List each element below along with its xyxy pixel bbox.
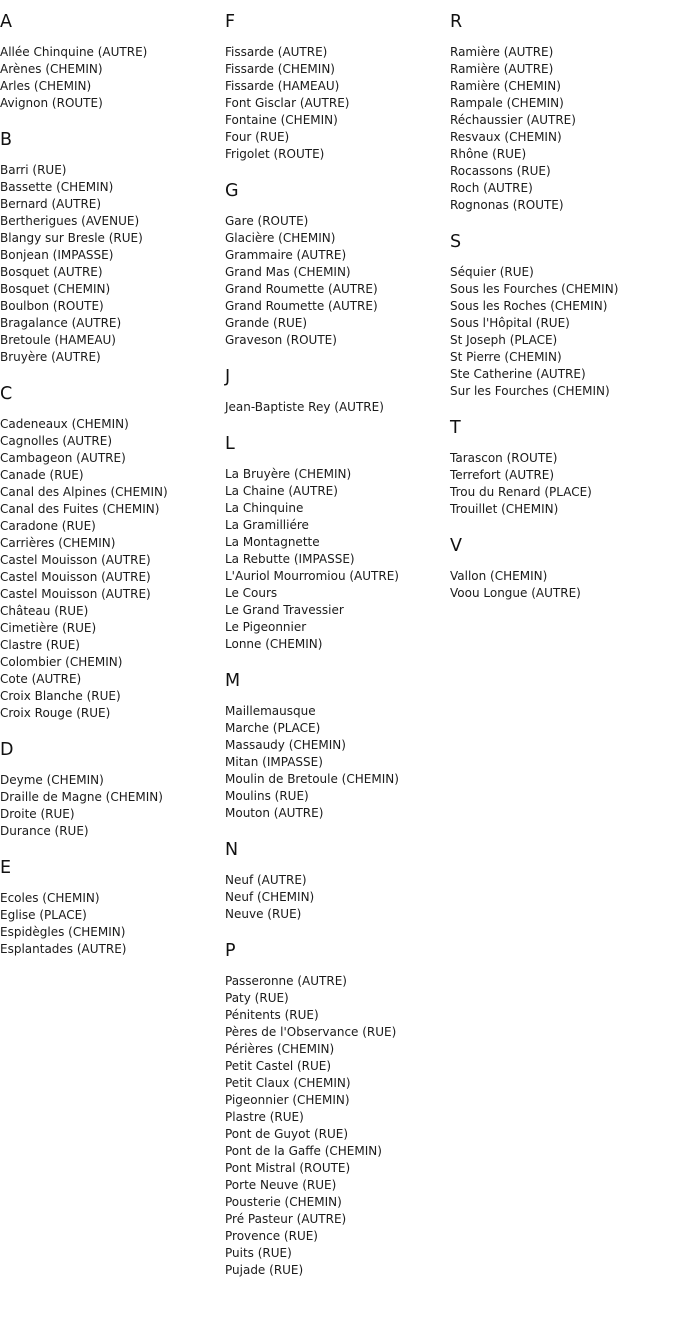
street-list [225,213,450,349]
street-name: Pigeonnier (CHEMIN) [225,1093,350,1107]
street-name: Sur les Fourches (CHEMIN) [450,384,610,398]
street-name: Moulins (RUE) [225,789,309,803]
street-name: Grande (RUE) [225,316,308,330]
street-name: Fissarde (HAMEAU) [225,79,340,93]
street-name: Moulin de Bretoule (CHEMIN) [225,772,399,786]
street-name: Roch (AUTRE) [450,181,533,195]
street-name: Croix Rouge (RUE) [0,706,111,720]
street-name: Bassette (CHEMIN) [0,180,114,194]
letter-group [225,939,450,1279]
street-name: Canal des Alpines (CHEMIN) [0,485,168,499]
street-name: Ecoles (CHEMIN) [0,891,100,905]
street-list [0,162,225,366]
street-name: Réchaussier (AUTRE) [450,113,576,127]
street-name: Neuf (CHEMIN) [225,890,315,904]
street-name: Castel Mouisson (AUTRE) [0,587,151,601]
street-name: Rhône (RUE) [450,147,527,161]
street-name: Canal des Fuites (CHEMIN) [0,502,160,516]
street-name: Cimetière (RUE) [0,621,97,635]
letter-heading: D [0,740,14,760]
letter-heading: S [450,232,462,252]
street-name: Droite (RUE) [0,807,75,821]
street-name: Bernard (AUTRE) [0,197,102,211]
street-name: St Joseph (PLACE) [450,333,558,347]
street-name: Sous l'Hôpital (RUE) [450,316,570,330]
street-name: Fissarde (AUTRE) [225,45,328,59]
street-name: Glacière (CHEMIN) [225,231,336,245]
letter-group [225,365,450,416]
street-name: Séquier (RUE) [450,265,534,279]
street-name: Gare (ROUTE) [225,214,309,228]
letter-heading: E [0,858,12,878]
street-name: Marche (PLACE) [225,721,321,735]
street-name: Puits (RUE) [225,1246,292,1260]
street-name: Neuf (AUTRE) [225,873,307,887]
street-name: Ste Catherine (AUTRE) [450,367,586,381]
street-name: Jean-Baptiste Rey (AUTRE) [225,400,384,414]
street-name: Mouton (AUTRE) [225,806,324,820]
street-name: Maillemausque [225,704,316,718]
letter-group [450,230,675,400]
street-name: Ramière (AUTRE) [450,62,554,76]
street-name: Pont de Guyot (RUE) [225,1127,349,1141]
letter-heading: N [225,840,239,860]
letter-heading: R [450,12,463,32]
street-list [0,416,225,722]
street-name: La Bruyère (CHEMIN) [225,467,352,481]
street-list [450,44,675,214]
street-name: Arènes (CHEMIN) [0,62,103,76]
street-name: Bragalance (AUTRE) [0,316,122,330]
street-name: Fissarde (CHEMIN) [225,62,335,76]
street-name: Blangy sur Bresle (RUE) [0,231,143,245]
street-name: Périères (CHEMIN) [225,1042,335,1056]
street-name: Croix Blanche (RUE) [0,689,121,703]
street-name: St Pierre (CHEMIN) [450,350,562,364]
street-name: Font Gisclar (AUTRE) [225,96,350,110]
street-name: Massaudy (CHEMIN) [225,738,346,752]
street-index-column-2 [225,10,450,1295]
street-name: Bretoule (HAMEAU) [0,333,116,347]
letter-group [0,382,225,722]
letter-heading: L [225,434,235,454]
street-name: Carrières (CHEMIN) [0,536,116,550]
street-name: Pont de la Gaffe (CHEMIN) [225,1144,382,1158]
street-name: Ramière (CHEMIN) [450,79,561,93]
street-name: La Montagnette [225,535,320,549]
street-name: Bosquet (AUTRE) [0,265,103,279]
street-name: Cambageon (AUTRE) [0,451,126,465]
street-name: Le Cours [225,586,278,600]
street-name: Allée Chinquine (AUTRE) [0,45,148,59]
letter-group [225,838,450,923]
street-name: Boulbon (ROUTE) [0,299,104,313]
street-list [0,772,225,840]
street-list [450,450,675,518]
street-index-column-1 [0,10,225,974]
letter-group [450,10,675,214]
street-name: Esplantades (AUTRE) [0,942,127,956]
letter-heading: C [0,384,13,404]
street-list [0,890,225,958]
street-name: Canade (RUE) [0,468,84,482]
street-name: Neuve (RUE) [225,907,302,921]
street-name: Vallon (CHEMIN) [450,569,548,583]
letter-group [450,534,675,602]
street-name: Bosquet (CHEMIN) [0,282,111,296]
street-name: Plastre (RUE) [225,1110,304,1124]
street-name: Passeronne (AUTRE) [225,974,347,988]
street-name: Cagnolles (AUTRE) [0,434,113,448]
street-name: Bruyère (AUTRE) [0,350,101,364]
street-name: Grammaire (AUTRE) [225,248,347,262]
street-name: Avignon (ROUTE) [0,96,103,110]
street-name: Tarascon (ROUTE) [450,451,558,465]
street-name: Espidègles (CHEMIN) [0,925,126,939]
street-name: Eglise (PLACE) [0,908,87,922]
street-name: Rampale (CHEMIN) [450,96,564,110]
letter-heading: A [0,12,12,32]
street-name: Voou Longue (AUTRE) [450,586,581,600]
street-list [450,264,675,400]
street-name: Castel Mouisson (AUTRE) [0,553,151,567]
street-name: Deyme (CHEMIN) [0,773,104,787]
street-name: Grand Roumette (AUTRE) [225,299,378,313]
street-name: Petit Claux (CHEMIN) [225,1076,351,1090]
street-name: Grand Roumette (AUTRE) [225,282,378,296]
street-list [225,703,450,822]
street-name: Rognonas (ROUTE) [450,198,564,212]
letter-heading: G [225,181,239,201]
street-name: Arles (CHEMIN) [0,79,92,93]
street-name: Cote (AUTRE) [0,672,82,686]
street-list [225,399,450,416]
letter-group [225,669,450,822]
street-name: Resvaux (CHEMIN) [450,130,562,144]
street-name: Graveson (ROUTE) [225,333,337,347]
street-name: Terrefort (AUTRE) [450,468,555,482]
street-name: Paty (RUE) [225,991,289,1005]
street-name: Sous les Fourches (CHEMIN) [450,282,619,296]
street-name: Pousterie (CHEMIN) [225,1195,342,1209]
street-name: Durance (RUE) [0,824,89,838]
letter-group [225,179,450,349]
street-name: Barri (RUE) [0,163,67,177]
letter-heading: P [225,941,236,961]
street-name: Bertherigues (AVENUE) [0,214,140,228]
letter-heading: V [450,536,462,556]
street-list [225,466,450,653]
street-name: Bonjean (IMPASSE) [0,248,114,262]
street-list [225,973,450,1279]
letter-group [225,432,450,653]
street-name: Trou du Renard (PLACE) [450,485,592,499]
street-name: Le Grand Travessier [225,603,344,617]
street-name: Lonne (CHEMIN) [225,637,323,651]
letter-heading: T [450,418,461,438]
letter-heading: J [225,367,231,387]
street-name: Château (RUE) [0,604,89,618]
letter-group [450,416,675,518]
letter-heading: B [0,130,13,150]
street-list [225,44,450,163]
street-name: Colombier (CHEMIN) [0,655,123,669]
street-name: La Rebutte (IMPASSE) [225,552,355,566]
street-name: Pujade (RUE) [225,1263,304,1277]
street-list [225,872,450,923]
street-list [450,568,675,602]
street-name: Pères de l'Observance (RUE) [225,1025,397,1039]
street-name: Cadeneaux (CHEMIN) [0,417,129,431]
street-name: Draille de Magne (CHEMIN) [0,790,163,804]
street-name: Frigolet (ROUTE) [225,147,325,161]
street-name: La Chaine (AUTRE) [225,484,338,498]
street-name: Petit Castel (RUE) [225,1059,332,1073]
street-list [0,44,225,112]
street-name: Pont Mistral (ROUTE) [225,1161,351,1175]
street-name: Pénitents (RUE) [225,1008,319,1022]
street-name: Four (RUE) [225,130,290,144]
letter-group [0,10,225,112]
letter-group [0,738,225,840]
street-name: Mitan (IMPASSE) [225,755,323,769]
letter-heading: F [225,12,236,32]
street-name: Clastre (RUE) [0,638,80,652]
letter-group [225,10,450,163]
street-name: Le Pigeonnier [225,620,307,634]
street-name: Castel Mouisson (AUTRE) [0,570,151,584]
street-name: La Gramilliére [225,518,309,532]
letter-heading: M [225,671,241,691]
street-name: Fontaine (CHEMIN) [225,113,338,127]
street-name: Trouillet (CHEMIN) [450,502,559,516]
street-name: L'Auriol Mourromiou (AUTRE) [225,569,399,583]
street-name: Ramière (AUTRE) [450,45,554,59]
street-name: Sous les Roches (CHEMIN) [450,299,608,313]
street-name: Provence (RUE) [225,1229,318,1243]
street-name: Porte Neuve (RUE) [225,1178,337,1192]
street-name: Grand Mas (CHEMIN) [225,265,351,279]
street-name: Pré Pasteur (AUTRE) [225,1212,347,1226]
street-name: La Chinquine [225,501,304,515]
street-index-column-3 [450,10,675,618]
letter-group [0,856,225,958]
letter-group [0,128,225,366]
street-name: Rocassons (RUE) [450,164,551,178]
street-name: Caradone (RUE) [0,519,96,533]
